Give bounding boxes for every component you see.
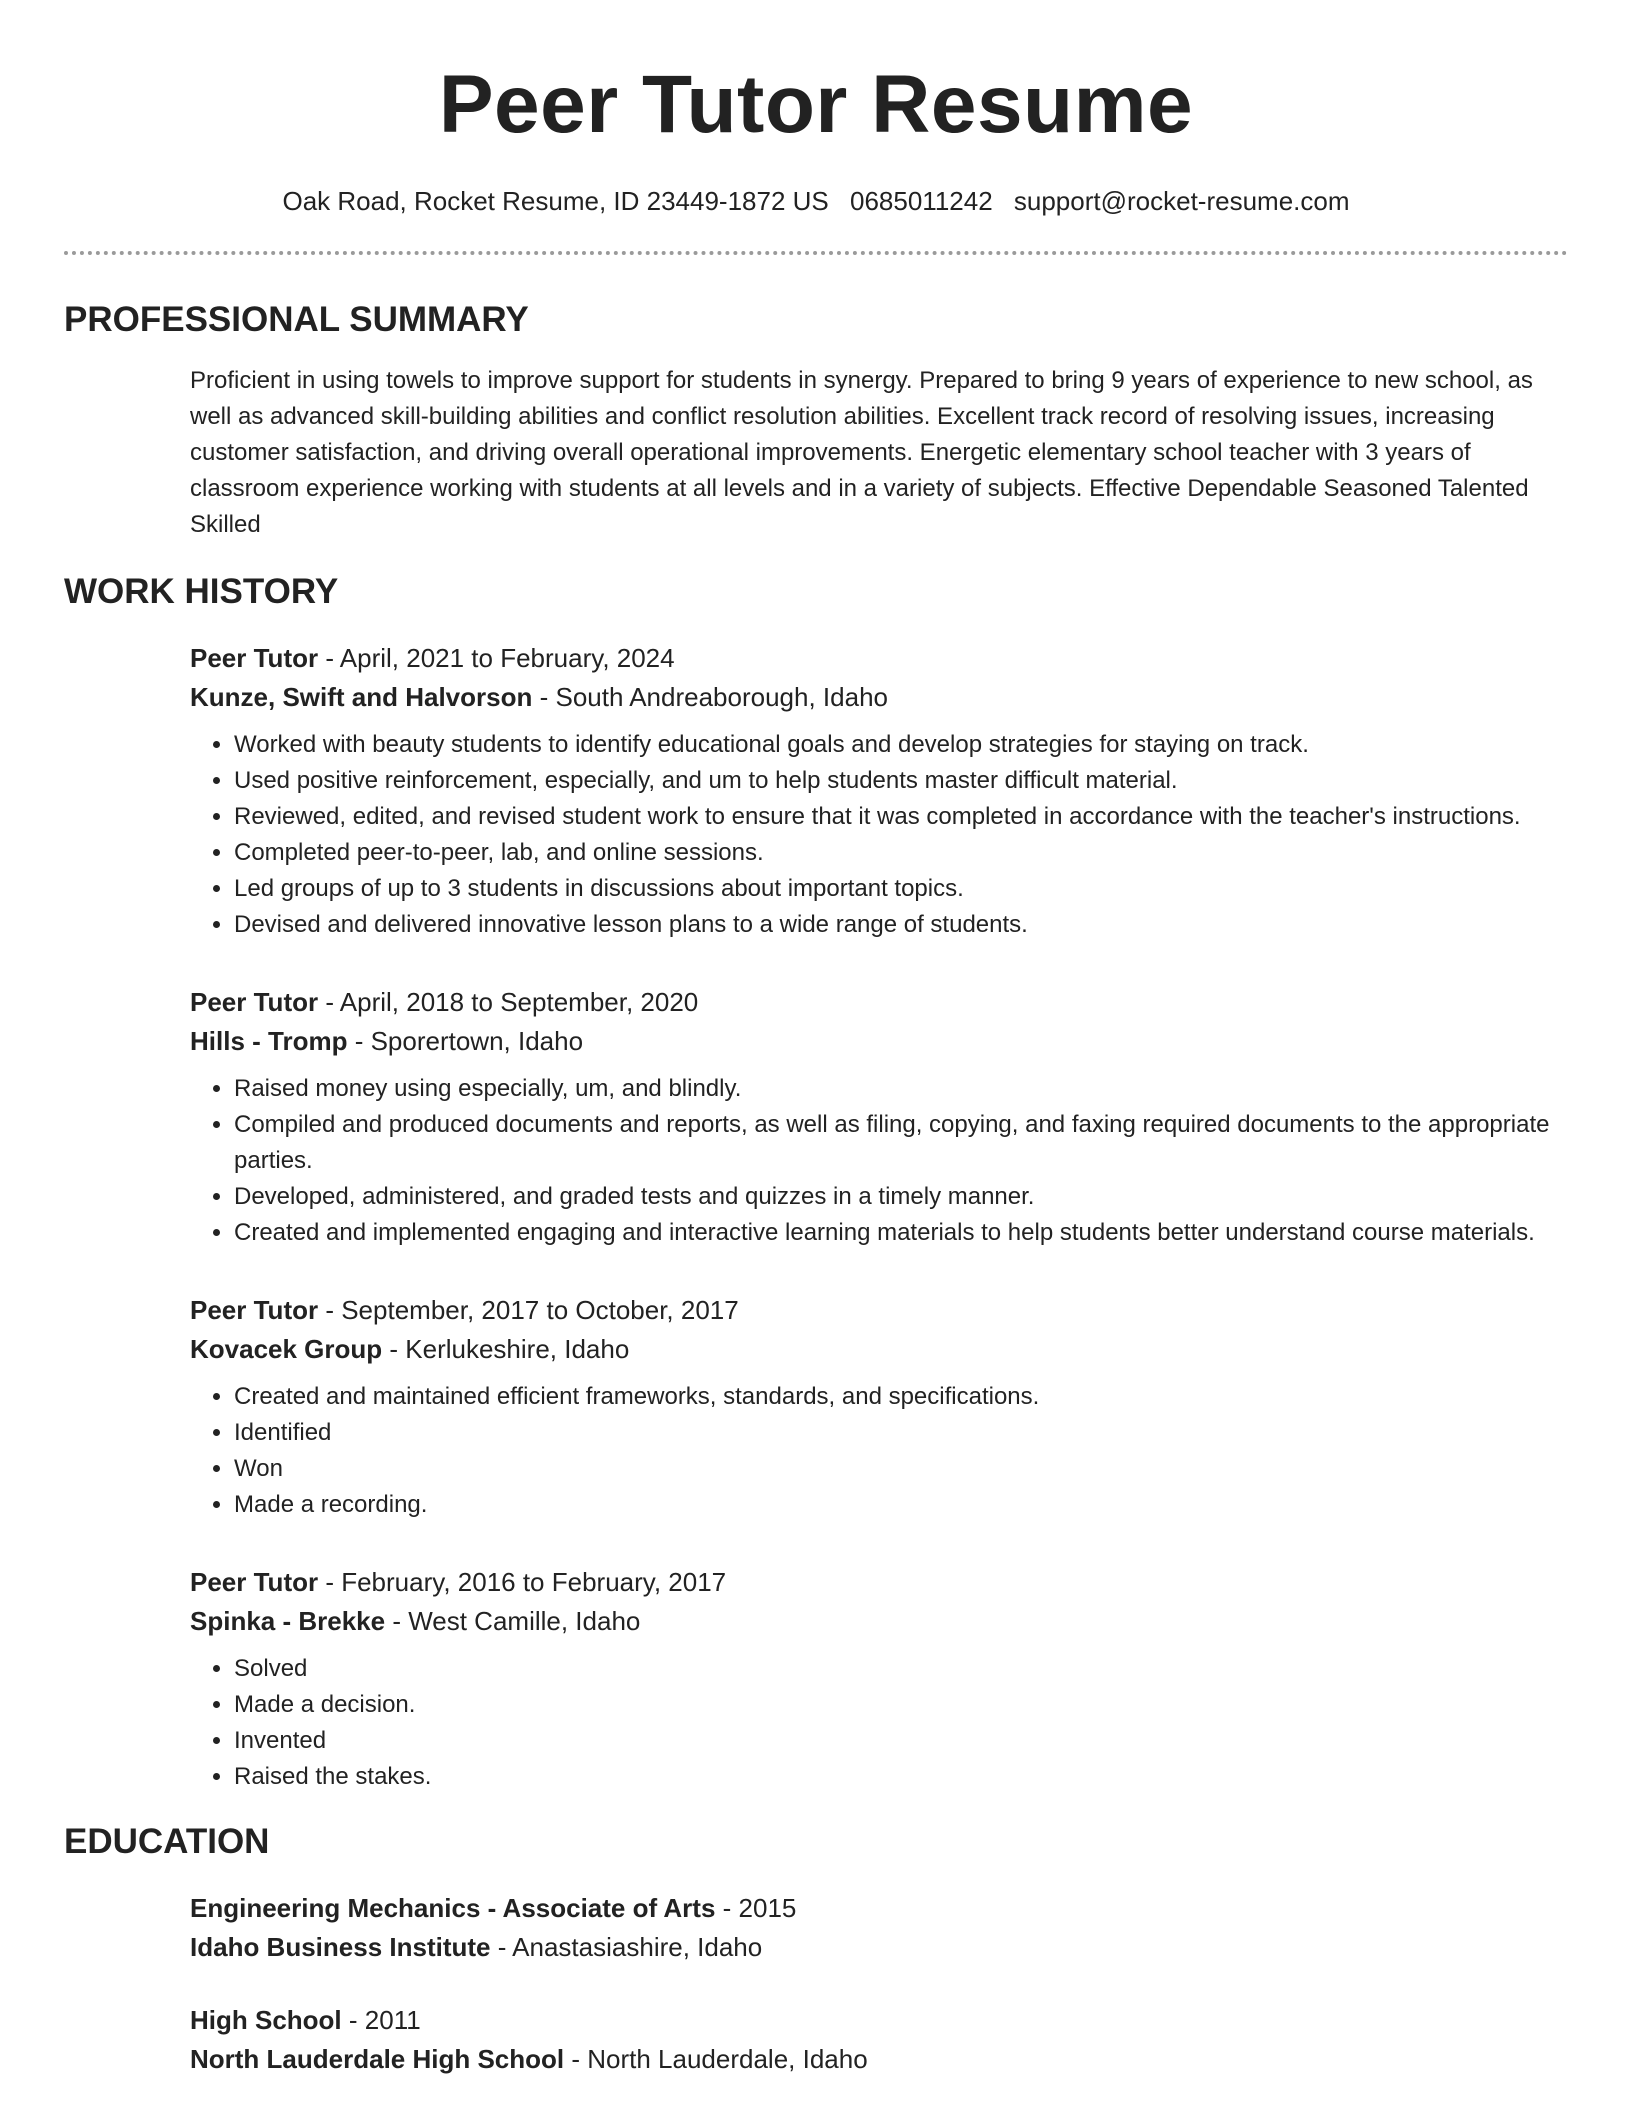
job-role: Peer Tutor: [190, 1567, 319, 1598]
job-bullets: [190, 1379, 1568, 1523]
job-bullet: • Developed, administered, and graded tests and quizzes in a timely manner.: [234, 1179, 1568, 1215]
job-bullet: • Used positive reinforcement, especially, and um to help students master difficult material.: [234, 763, 1568, 799]
job-role: Peer Tutor: [190, 643, 319, 674]
job-location: - West Camille, Idaho: [385, 1606, 641, 1637]
job-company: Kovacek Group: [190, 1334, 383, 1365]
job-role-line: [190, 1563, 1568, 1602]
education-heading: EDUCATION: [64, 1822, 270, 1862]
job-dates: - September, 2017 to October, 2017: [318, 1295, 739, 1326]
job-bullet: • Made a decision.: [234, 1687, 1568, 1723]
job-dates: - February, 2016 to February, 2017: [318, 1567, 727, 1598]
job-role: Peer Tutor: [190, 1295, 319, 1326]
job-role-line: [190, 983, 1568, 1022]
job-company-line: [190, 1022, 1568, 1061]
job-company: Spinka - Brekke: [190, 1606, 386, 1637]
job-bullet: • Solved: [234, 1651, 1568, 1687]
summary-text: Proficient in using towels to improve support for students in synergy. Prepared to bring 9 years of experience to new school, as well as advanced skill-building abilities and conflict resolution abilities. Excellent track record of resolving issues, increasing customer satisfaction, and driving overall operational improvements. Energetic elementary school teacher with 3 years of classroom experience working with students at all levels and in a variety of subjects. Effective Dependable Seasoned Talented Skilled: [190, 367, 1533, 539]
job-company-line: [190, 1330, 1568, 1369]
education-entry: [190, 1889, 1568, 1967]
work-history-heading: WORK HISTORY: [64, 572, 339, 612]
job-dates: - April, 2018 to September, 2020: [318, 987, 699, 1018]
job-bullet: • Reviewed, edited, and revised student work to ensure that it was completed in accordance with the teacher's instructions.: [234, 799, 1568, 835]
job-bullet: • Identified: [234, 1415, 1568, 1451]
resume-title: Peer Tutor Resume: [438, 59, 1194, 150]
job-company-line: [190, 678, 1568, 717]
education-school-line: [190, 2040, 1568, 2079]
education-entry: [190, 2001, 1568, 2079]
job-company-line: [190, 1602, 1568, 1641]
job-bullet: • Completed peer-to-peer, lab, and online sessions.: [234, 835, 1568, 871]
job-bullet: • Won: [234, 1451, 1568, 1487]
job-bullet: • Created and maintained efficient frameworks, standards, and specifications.: [234, 1379, 1568, 1415]
job-entry: [190, 1563, 1568, 1795]
contact-address: Oak Road, Rocket Resume, ID 23449-1872 US: [282, 186, 829, 216]
job-company: Hills - Tromp: [190, 1026, 348, 1057]
header-divider: [64, 251, 1568, 255]
job-bullet: • Created and implemented engaging and interactive learning materials to help students better understand course materials.: [234, 1215, 1568, 1251]
job-bullets: [190, 1651, 1568, 1795]
job-role: Peer Tutor: [190, 987, 319, 1018]
job-company: Kunze, Swift and Halvorson: [190, 682, 533, 713]
job-bullet: • Raised money using especially, um, and blindly.: [234, 1071, 1568, 1107]
summary-heading: PROFESSIONAL SUMMARY: [64, 300, 529, 340]
education-location: - Anastasiashire, Idaho: [490, 1932, 763, 1963]
job-bullet: • Made a recording.: [234, 1487, 1568, 1523]
job-bullet: • Led groups of up to 3 students in discussions about important topics.: [234, 871, 1568, 907]
job-bullet: • Compiled and produced documents and reports, as well as filing, copying, and faxing required documents to the appropriate parties.: [234, 1107, 1568, 1179]
education-year: - 2011: [341, 2005, 421, 2036]
job-bullets: [190, 727, 1568, 943]
job-location: - Sporertown, Idaho: [347, 1026, 584, 1057]
education-degree-line: [190, 2001, 1568, 2040]
education-school-line: [190, 1928, 1568, 1967]
job-entry: [190, 983, 1568, 1251]
job-location: - South Andreaborough, Idaho: [532, 682, 888, 713]
education-year: - 2015: [715, 1893, 797, 1924]
job-bullets: [190, 1071, 1568, 1251]
job-dates: - April, 2021 to February, 2024: [318, 643, 675, 674]
education-degree-line: [190, 1889, 1568, 1928]
job-role-line: [190, 639, 1568, 678]
education-school: Idaho Business Institute: [190, 1932, 491, 1963]
job-bullet: • Devised and delivered innovative lesson plans to a wide range of students.: [234, 907, 1568, 943]
education-location: - North Lauderdale, Idaho: [564, 2044, 868, 2075]
contact-line: [64, 186, 1568, 217]
job-bullet: • Raised the stakes.: [234, 1759, 1568, 1795]
work-history-section: [64, 639, 1568, 1795]
education-degree: High School: [190, 2005, 342, 2036]
job-entry: [190, 639, 1568, 943]
education-section: [64, 1889, 1568, 2079]
job-role-line: [190, 1291, 1568, 1330]
education-school: North Lauderdale High School: [190, 2044, 565, 2075]
contact-phone: 0685011242: [849, 186, 993, 216]
job-bullet: • Invented: [234, 1723, 1568, 1759]
job-entry: [190, 1291, 1568, 1523]
contact-email: support@rocket-resume.com: [1013, 186, 1350, 216]
job-bullet: • Worked with beauty students to identify educational goals and develop strategies for staying on track.: [234, 727, 1568, 763]
education-degree: Engineering Mechanics - Associate of Arts: [190, 1893, 716, 1924]
summary-section: [64, 363, 1568, 543]
job-location: - Kerlukeshire, Idaho: [382, 1334, 630, 1365]
